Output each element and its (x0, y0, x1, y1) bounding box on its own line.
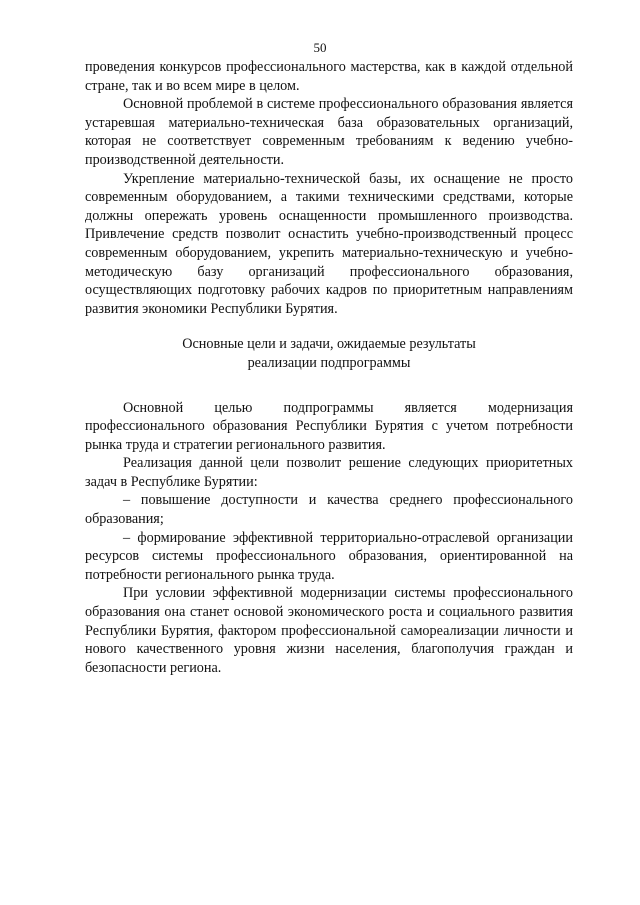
paragraph-strengthening-base: Укрепление материально-технической базы, их оснащение не просто современным оборудованием, а такими техническими средствами, которые должны опережать уровень оснащенности промышленного производства. Привлечение средств позволит оснастить учебно-производственный процесс современным оборудованием, укрепить материально-техническую и учебно-методическую базу организаций профессионального образования, осуществляющих подготовку рабочих кадров по приоритетным направлениям развития экономики Республики Бурятия. (85, 170, 573, 317)
section-heading-line-2: реализации подпрограммы (247, 354, 411, 371)
paragraph-main-problem: Основной проблемой в системе профессионального образования является устаревшая материально-техническая база образовательных организаций, которая не соответствует современным требованиям к ведению учебно-производственной деятельности. (85, 96, 573, 168)
list-item-territorial-organization: – формирование эффективной территориально-отраслевой организации ресурсов системы профессионального образования, ориентированной на потребности регионального рынка труда. (85, 529, 573, 583)
page-number: 50 (313, 40, 327, 55)
paragraph-continuation: проведения конкурсов профессионального мастерства, как в каждой отдельной стране, так и во всем мире в целом. (85, 59, 573, 94)
paragraph-goal-implementation: Реализация данной цели позволит решение следующих приоритетных задач в Республике Бурятии: (85, 455, 573, 490)
paragraph-main-goal: Основной целью подпрограммы является модернизация профессионального образования Республики Бурятия с учетом потребности рынка труда и стратегии регионального развития. (85, 399, 573, 453)
paragraph-modernization-outcome: При условии эффективной модернизации системы профессионального образования она станет основой экономического роста и социального развития Республики Бурятия, фактором профессиональной самореализации личности и нового качественного уровня жизни населения, благополучия граждан и безопасности региона. (85, 585, 573, 676)
section-heading-line-1: Основные цели и задачи, ожидаемые результаты (182, 336, 476, 353)
section-heading (85, 335, 573, 372)
list-item-accessibility: – повышение доступности и качества среднего профессионального образования; (85, 492, 573, 528)
document-body (85, 58, 573, 677)
